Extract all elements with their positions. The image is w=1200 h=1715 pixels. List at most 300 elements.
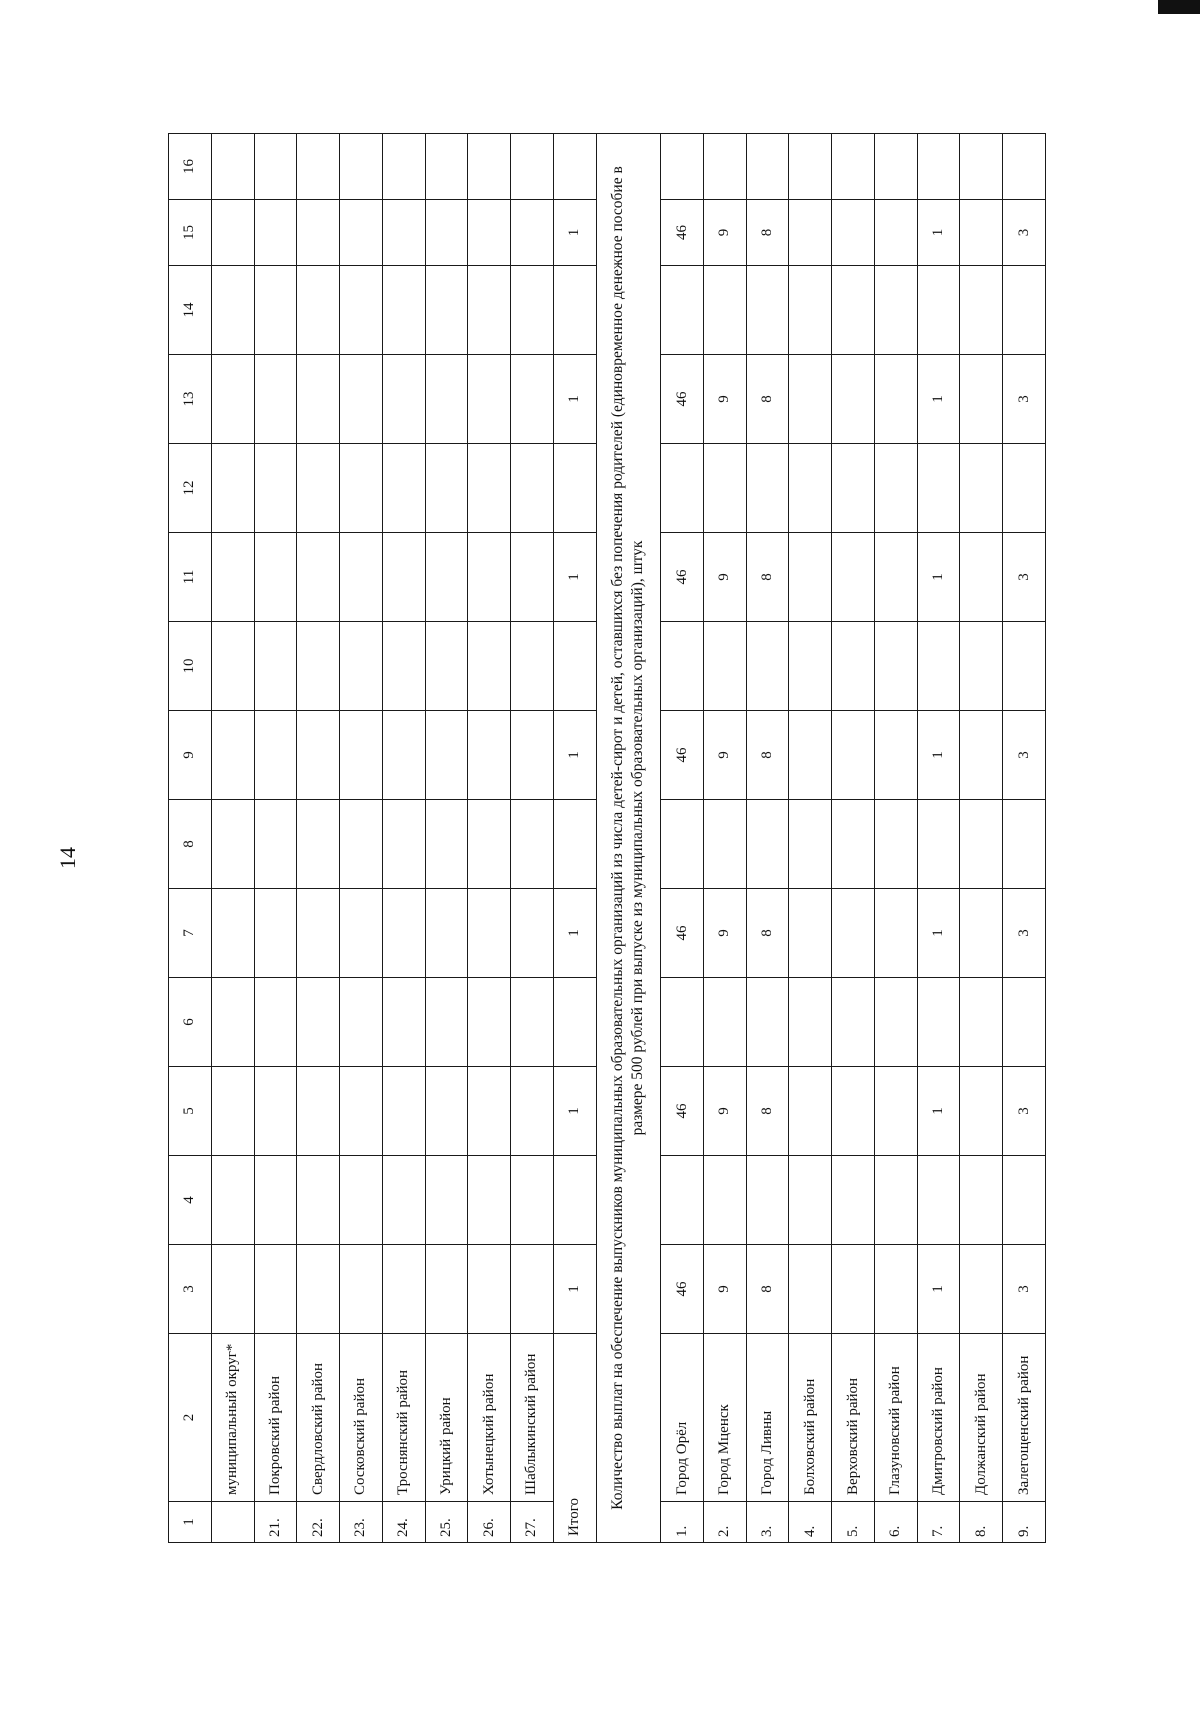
value-cell: 46 <box>661 889 704 978</box>
value-cell <box>340 1067 383 1156</box>
value-cell: 8 <box>746 711 789 800</box>
value-cell <box>425 800 468 889</box>
value-cell: 3 <box>1003 533 1046 622</box>
value-cell <box>511 200 554 266</box>
total-value-cell <box>553 978 596 1067</box>
value-cell <box>960 800 1003 889</box>
value-cell <box>874 1156 917 1245</box>
value-cell <box>917 800 960 889</box>
district-name-cell: Покровский район <box>254 1334 297 1502</box>
value-cell <box>874 800 917 889</box>
column-number-cell: 4 <box>169 1156 212 1245</box>
table-row <box>211 134 254 1543</box>
value-cell <box>340 266 383 355</box>
table-row <box>511 134 554 1543</box>
table-body <box>169 134 1046 1543</box>
column-number-cell: 16 <box>169 134 212 200</box>
district-name-cell: Залегощенский район <box>1003 1334 1046 1502</box>
value-cell <box>468 200 511 266</box>
value-cell <box>211 444 254 533</box>
value-cell <box>789 355 832 444</box>
total-value-cell: 1 <box>553 711 596 800</box>
value-cell: 9 <box>703 711 746 800</box>
value-cell: 8 <box>746 1245 789 1334</box>
value-cell <box>211 1156 254 1245</box>
total-value-cell <box>553 800 596 889</box>
value-cell: 3 <box>1003 889 1046 978</box>
value-cell <box>382 444 425 533</box>
value-cell <box>340 134 383 200</box>
section-title: Количество выплат на обеспечение выпускников муниципальных образовательных организаций из числа детей-сирот и детей, оставшихся без попечения родителей (единовременное денежное пособие в размере 500 рублей при выпуске из муниципальных образовательных организаций), штук <box>596 134 661 1543</box>
table-row <box>832 134 875 1543</box>
value-cell <box>254 355 297 444</box>
value-cell <box>832 978 875 1067</box>
table-row <box>297 134 340 1543</box>
value-cell <box>703 1156 746 1245</box>
value-cell <box>874 1067 917 1156</box>
value-cell <box>382 134 425 200</box>
value-cell <box>511 266 554 355</box>
total-label-cell: Итого <box>553 1334 596 1543</box>
value-cell <box>960 134 1003 200</box>
value-cell <box>382 355 425 444</box>
value-cell <box>874 444 917 533</box>
value-cell <box>297 444 340 533</box>
value-cell <box>789 533 832 622</box>
row-number-cell: 26. <box>468 1502 511 1543</box>
column-number-cell: 13 <box>169 355 212 444</box>
value-cell <box>832 444 875 533</box>
value-cell <box>425 200 468 266</box>
value-cell <box>789 266 832 355</box>
value-cell: 46 <box>661 533 704 622</box>
value-cell <box>511 444 554 533</box>
value-cell: 46 <box>661 1067 704 1156</box>
value-cell <box>254 533 297 622</box>
value-cell <box>297 978 340 1067</box>
value-cell <box>382 533 425 622</box>
value-cell <box>297 533 340 622</box>
value-cell <box>425 1245 468 1334</box>
district-name-cell: Город Ливны <box>746 1334 789 1502</box>
value-cell <box>468 355 511 444</box>
total-value-cell: 1 <box>553 889 596 978</box>
value-cell <box>211 200 254 266</box>
value-cell <box>917 978 960 1067</box>
value-cell <box>789 622 832 711</box>
value-cell <box>874 355 917 444</box>
value-cell <box>960 533 1003 622</box>
district-name-cell: муниципальный округ* <box>211 1334 254 1502</box>
section-title-row <box>596 134 661 1543</box>
value-cell <box>703 622 746 711</box>
total-value-cell <box>553 622 596 711</box>
value-cell <box>789 889 832 978</box>
row-number-cell <box>211 1502 254 1543</box>
column-number-cell: 5 <box>169 1067 212 1156</box>
table-row <box>1003 134 1046 1543</box>
value-cell <box>661 978 704 1067</box>
value-cell <box>1003 622 1046 711</box>
value-cell <box>340 1245 383 1334</box>
district-name-cell: Болховский район <box>789 1334 832 1502</box>
table-row <box>960 134 1003 1543</box>
value-cell: 8 <box>746 533 789 622</box>
value-cell <box>832 889 875 978</box>
value-cell: 1 <box>917 711 960 800</box>
total-value-cell <box>553 134 596 200</box>
value-cell <box>832 355 875 444</box>
value-cell <box>254 978 297 1067</box>
district-name-cell: Верховский район <box>832 1334 875 1502</box>
table-row <box>874 134 917 1543</box>
row-number-cell: 23. <box>340 1502 383 1543</box>
table-row <box>425 134 468 1543</box>
value-cell <box>254 200 297 266</box>
total-value-cell: 1 <box>553 533 596 622</box>
value-cell <box>382 266 425 355</box>
value-cell <box>297 622 340 711</box>
row-number-cell: 27. <box>511 1502 554 1543</box>
corner-scan-mark <box>1158 0 1200 14</box>
value-cell <box>960 978 1003 1067</box>
value-cell <box>1003 1156 1046 1245</box>
value-cell <box>874 134 917 200</box>
value-cell <box>874 200 917 266</box>
value-cell <box>703 266 746 355</box>
value-cell: 9 <box>703 1067 746 1156</box>
value-cell <box>382 1245 425 1334</box>
value-cell <box>832 266 875 355</box>
value-cell: 8 <box>746 889 789 978</box>
value-cell <box>746 444 789 533</box>
value-cell <box>468 444 511 533</box>
table-row <box>340 134 383 1543</box>
value-cell <box>511 1156 554 1245</box>
column-number-cell: 2 <box>169 1334 212 1502</box>
value-cell <box>468 1067 511 1156</box>
value-cell <box>425 711 468 800</box>
value-cell <box>468 978 511 1067</box>
value-cell <box>874 978 917 1067</box>
value-cell <box>917 266 960 355</box>
row-number-cell: 8. <box>960 1502 1003 1543</box>
value-cell: 46 <box>661 711 704 800</box>
value-cell <box>746 1156 789 1245</box>
value-cell <box>297 711 340 800</box>
value-cell <box>425 355 468 444</box>
value-cell <box>874 889 917 978</box>
value-cell <box>511 889 554 978</box>
value-cell <box>382 622 425 711</box>
value-cell <box>468 622 511 711</box>
value-cell <box>425 1067 468 1156</box>
district-name-cell: Урицкий район <box>425 1334 468 1502</box>
value-cell: 9 <box>703 889 746 978</box>
value-cell <box>789 200 832 266</box>
value-cell <box>789 1067 832 1156</box>
row-number-cell: 7. <box>917 1502 960 1543</box>
table-row <box>254 134 297 1543</box>
value-cell <box>1003 978 1046 1067</box>
district-name-cell: Город Орёл <box>661 1334 704 1502</box>
value-cell <box>211 266 254 355</box>
column-number-row <box>169 134 212 1543</box>
value-cell <box>340 711 383 800</box>
value-cell <box>789 711 832 800</box>
value-cell <box>703 800 746 889</box>
value-cell <box>382 711 425 800</box>
value-cell <box>211 1245 254 1334</box>
value-cell <box>468 1156 511 1245</box>
value-cell <box>1003 266 1046 355</box>
value-cell <box>832 622 875 711</box>
district-name-cell: Шаблыкинский район <box>511 1334 554 1502</box>
value-cell <box>874 1245 917 1334</box>
value-cell <box>297 1156 340 1245</box>
value-cell <box>297 1245 340 1334</box>
value-cell: 3 <box>1003 200 1046 266</box>
value-cell <box>703 134 746 200</box>
value-cell: 46 <box>661 200 704 266</box>
column-number-cell: 7 <box>169 889 212 978</box>
total-value-cell: 1 <box>553 1067 596 1156</box>
district-name-cell: Свердловский район <box>297 1334 340 1502</box>
value-cell <box>254 889 297 978</box>
district-name-cell: Дмитровский район <box>917 1334 960 1502</box>
data-table <box>168 133 1046 1543</box>
column-number-cell: 14 <box>169 266 212 355</box>
value-cell <box>254 134 297 200</box>
value-cell <box>874 622 917 711</box>
value-cell <box>340 978 383 1067</box>
column-number-cell: 11 <box>169 533 212 622</box>
value-cell <box>960 1156 1003 1245</box>
value-cell: 1 <box>917 355 960 444</box>
value-cell: 3 <box>1003 1067 1046 1156</box>
value-cell <box>703 444 746 533</box>
rotated-table-container <box>168 133 1046 1543</box>
value-cell <box>1003 444 1046 533</box>
value-cell <box>511 978 554 1067</box>
value-cell: 8 <box>746 1067 789 1156</box>
value-cell <box>254 444 297 533</box>
value-cell: 46 <box>661 355 704 444</box>
value-cell <box>511 1245 554 1334</box>
value-cell <box>425 533 468 622</box>
value-cell <box>789 134 832 200</box>
table-row <box>746 134 789 1543</box>
value-cell: 1 <box>917 200 960 266</box>
value-cell <box>211 622 254 711</box>
value-cell <box>254 1067 297 1156</box>
value-cell <box>960 200 1003 266</box>
column-number-cell: 1 <box>169 1502 212 1543</box>
value-cell: 8 <box>746 355 789 444</box>
value-cell <box>1003 134 1046 200</box>
value-cell: 9 <box>703 1245 746 1334</box>
value-cell <box>382 800 425 889</box>
value-cell <box>960 355 1003 444</box>
value-cell <box>468 889 511 978</box>
value-cell <box>211 711 254 800</box>
value-cell <box>511 355 554 444</box>
value-cell <box>254 1156 297 1245</box>
value-cell <box>789 800 832 889</box>
page-number: 14 <box>55 847 80 869</box>
value-cell <box>382 200 425 266</box>
column-number-cell: 6 <box>169 978 212 1067</box>
value-cell: 46 <box>661 1245 704 1334</box>
total-value-cell: 1 <box>553 200 596 266</box>
value-cell <box>661 266 704 355</box>
value-cell <box>340 622 383 711</box>
value-cell <box>511 711 554 800</box>
value-cell <box>703 978 746 1067</box>
value-cell <box>832 533 875 622</box>
value-cell <box>211 355 254 444</box>
total-value-cell <box>553 444 596 533</box>
value-cell <box>960 622 1003 711</box>
value-cell <box>297 1067 340 1156</box>
value-cell <box>832 134 875 200</box>
value-cell <box>468 533 511 622</box>
value-cell <box>297 889 340 978</box>
value-cell <box>789 1245 832 1334</box>
value-cell: 9 <box>703 533 746 622</box>
table-row <box>661 134 704 1543</box>
table-row <box>703 134 746 1543</box>
value-cell <box>746 622 789 711</box>
value-cell <box>832 800 875 889</box>
district-name-cell: Глазуновский район <box>874 1334 917 1502</box>
value-cell <box>211 978 254 1067</box>
column-number-cell: 12 <box>169 444 212 533</box>
value-cell: 9 <box>703 200 746 266</box>
value-cell <box>832 200 875 266</box>
value-cell <box>340 800 383 889</box>
value-cell <box>297 800 340 889</box>
value-cell <box>468 1245 511 1334</box>
value-cell <box>468 800 511 889</box>
value-cell <box>789 1156 832 1245</box>
total-value-cell <box>553 266 596 355</box>
row-number-cell: 21. <box>254 1502 297 1543</box>
value-cell <box>340 533 383 622</box>
value-cell: 9 <box>703 355 746 444</box>
value-cell <box>960 266 1003 355</box>
value-cell: 1 <box>917 1245 960 1334</box>
column-number-cell: 3 <box>169 1245 212 1334</box>
value-cell <box>511 1067 554 1156</box>
value-cell <box>425 978 468 1067</box>
value-cell <box>254 266 297 355</box>
value-cell <box>425 134 468 200</box>
value-cell <box>746 978 789 1067</box>
value-cell <box>254 1245 297 1334</box>
district-name-cell: Город Мценск <box>703 1334 746 1502</box>
total-value-cell: 1 <box>553 355 596 444</box>
table-row <box>789 134 832 1543</box>
row-number-cell: 4. <box>789 1502 832 1543</box>
column-number-cell: 10 <box>169 622 212 711</box>
value-cell <box>211 533 254 622</box>
row-number-cell: 2. <box>703 1502 746 1543</box>
value-cell <box>468 711 511 800</box>
value-cell <box>661 134 704 200</box>
value-cell <box>874 266 917 355</box>
value-cell <box>468 266 511 355</box>
column-number-cell: 9 <box>169 711 212 800</box>
value-cell <box>254 800 297 889</box>
row-number-cell: 5. <box>832 1502 875 1543</box>
row-number-cell: 25. <box>425 1502 468 1543</box>
value-cell <box>211 1067 254 1156</box>
value-cell <box>874 711 917 800</box>
value-cell <box>511 533 554 622</box>
value-cell <box>425 444 468 533</box>
value-cell: 1 <box>917 1067 960 1156</box>
value-cell <box>425 1156 468 1245</box>
value-cell <box>511 622 554 711</box>
row-number-cell: 9. <box>1003 1502 1046 1543</box>
value-cell <box>340 889 383 978</box>
value-cell <box>661 622 704 711</box>
value-cell <box>382 978 425 1067</box>
value-cell <box>917 622 960 711</box>
total-value-cell <box>553 1156 596 1245</box>
value-cell <box>789 978 832 1067</box>
value-cell: 3 <box>1003 1245 1046 1334</box>
value-cell <box>340 355 383 444</box>
value-cell <box>960 889 1003 978</box>
value-cell <box>382 889 425 978</box>
value-cell <box>211 889 254 978</box>
value-cell <box>511 134 554 200</box>
value-cell <box>211 134 254 200</box>
row-number-cell: 3. <box>746 1502 789 1543</box>
value-cell <box>874 533 917 622</box>
district-name-cell: Сосковский район <box>340 1334 383 1502</box>
value-cell <box>297 134 340 200</box>
value-cell: 8 <box>746 200 789 266</box>
total-value-cell: 1 <box>553 1245 596 1334</box>
district-name-cell: Троснянский район <box>382 1334 425 1502</box>
row-number-cell: 1. <box>661 1502 704 1543</box>
value-cell <box>960 444 1003 533</box>
value-cell <box>340 444 383 533</box>
value-cell <box>746 134 789 200</box>
table-row <box>468 134 511 1543</box>
value-cell <box>425 266 468 355</box>
column-number-cell: 15 <box>169 200 212 266</box>
value-cell <box>211 800 254 889</box>
table-row <box>917 134 960 1543</box>
value-cell <box>425 622 468 711</box>
value-cell <box>832 1156 875 1245</box>
value-cell <box>382 1067 425 1156</box>
row-number-cell: 24. <box>382 1502 425 1543</box>
value-cell <box>661 1156 704 1245</box>
value-cell <box>917 1156 960 1245</box>
value-cell <box>746 266 789 355</box>
total-row <box>553 134 596 1543</box>
value-cell: 1 <box>917 889 960 978</box>
value-cell <box>297 355 340 444</box>
value-cell <box>340 200 383 266</box>
column-number-cell: 8 <box>169 800 212 889</box>
value-cell <box>746 800 789 889</box>
